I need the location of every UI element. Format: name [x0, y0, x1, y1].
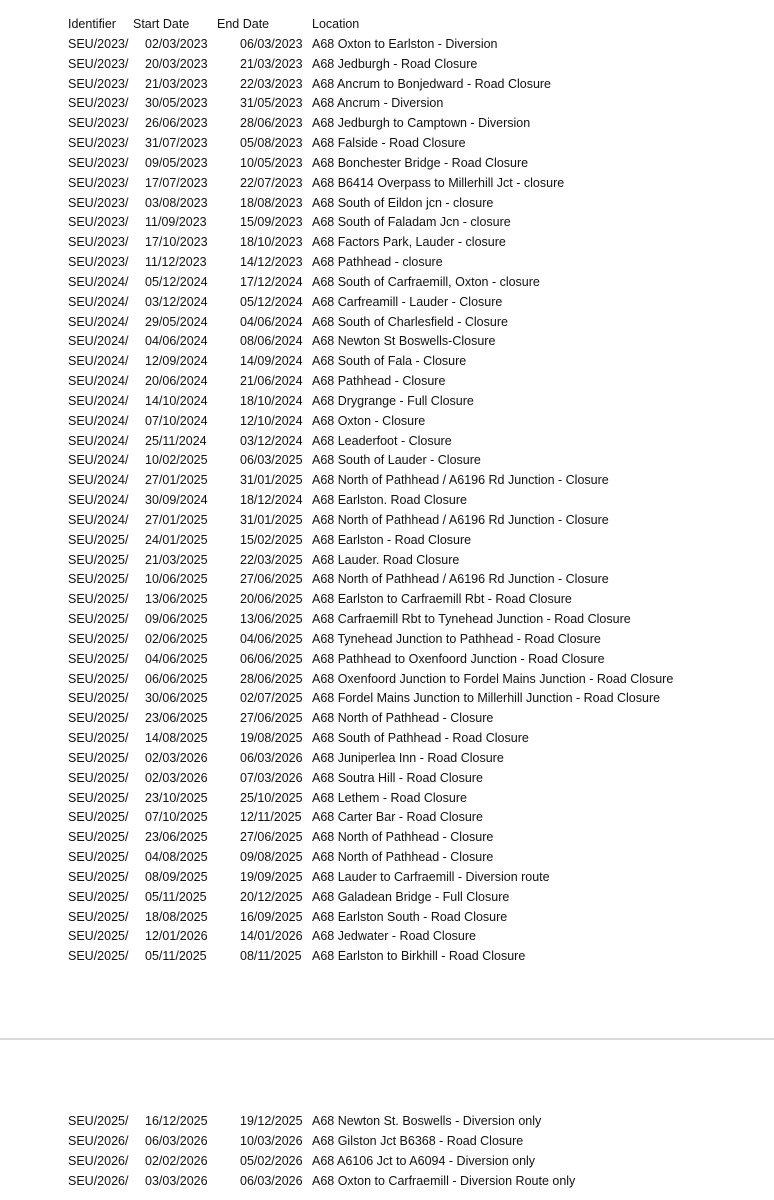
start-date-cell: 02/03/2023: [145, 37, 208, 51]
identifier-cell: SEU/2025/: [68, 830, 129, 845]
identifier-cell: SEU/2025/: [68, 651, 129, 666]
end-date-cell: 28/06/2023: [240, 116, 303, 131]
location-cell: A68 Leaderfoot - Closure: [312, 433, 452, 448]
end-date-cell: 31/05/2023: [240, 96, 303, 111]
location-cell: A68 Oxton to Carfraemill - Diversion Route only: [312, 1174, 576, 1188]
identifier-cell: SEU/2025/: [68, 929, 129, 944]
start-date-cell: 23/10/2025: [145, 790, 208, 805]
identifier-cell: SEU/2023/: [68, 255, 129, 270]
start-date-cell: 03/12/2024: [145, 294, 208, 309]
end-date-cell: 22/03/2023: [240, 76, 303, 91]
location-cell: A68 Pathhead to Oxenfoord Junction - Road Closure: [312, 651, 605, 666]
end-date-cell: 21/06/2024: [240, 374, 303, 389]
identifier-cell: SEU/2024/: [68, 354, 129, 369]
identifier-cell: SEU/2025/: [68, 1114, 129, 1128]
header-end-date: End Date: [217, 17, 270, 31]
location-cell: A68 Ancrum - Diversion: [312, 96, 444, 111]
identifier-cell: SEU/2025/: [68, 850, 129, 865]
location-cell: A68 Lauder to Carfraemill - Diversion route: [312, 869, 550, 884]
end-date-cell: 20/06/2025: [240, 592, 303, 607]
start-date-cell: 13/06/2025: [145, 592, 208, 607]
location-cell: A68 Ancrum to Bonjedward - Road Closure: [312, 76, 552, 91]
identifier-cell: SEU/2026/: [68, 1174, 129, 1188]
start-date-cell: 20/06/2024: [145, 374, 208, 389]
location-cell: A68 Earlston South - Road Closure: [312, 909, 508, 924]
identifier-cell: SEU/2024/: [68, 493, 129, 508]
identifier-cell: SEU/2023/: [68, 116, 129, 131]
identifier-cell: SEU/2023/: [68, 195, 129, 210]
location-cell: A68 Soutra Hill - Road Closure: [312, 770, 483, 785]
start-date-cell: 29/05/2024: [145, 314, 208, 329]
location-cell: A68 Carter Bar - Road Closure: [312, 810, 483, 825]
start-date-cell: 27/01/2025: [145, 473, 208, 488]
location-cell: A68 Gilston Jct B6368 - Road Closure: [312, 1134, 524, 1148]
identifier-cell: SEU/2025/: [68, 612, 129, 627]
start-date-cell: 02/02/2026: [145, 1154, 208, 1168]
start-date-cell: 04/06/2024: [145, 334, 208, 349]
location-cell: A68 Earlston. Road Closure: [312, 493, 467, 508]
identifier-cell: SEU/2024/: [68, 512, 129, 527]
location-cell: A68 North of Pathhead / A6196 Rd Junction - Closure: [312, 473, 609, 488]
location-cell: A68 Oxton to Earlston - Diversion: [312, 37, 498, 51]
start-date-cell: 02/03/2026: [145, 770, 208, 785]
location-cell: A68 Oxton - Closure: [312, 413, 426, 428]
end-date-cell: 27/06/2025: [240, 711, 303, 726]
end-date-cell: 27/06/2025: [240, 572, 303, 587]
identifier-cell: SEU/2026/: [68, 1154, 129, 1168]
end-date-cell: 06/03/2026: [240, 1174, 303, 1188]
start-date-cell: 02/06/2025: [145, 631, 208, 646]
location-cell: A68 B6414 Overpass to Millerhill Jct - closure: [312, 175, 565, 190]
end-date-cell: 10/05/2023: [240, 155, 303, 170]
end-date-cell: 15/09/2023: [240, 215, 303, 230]
end-date-cell: 06/03/2023: [240, 37, 303, 51]
end-date-cell: 06/03/2026: [240, 750, 303, 765]
start-date-cell: 23/06/2025: [145, 711, 208, 726]
start-date-cell: 17/07/2023: [145, 175, 208, 190]
start-date-cell: 04/06/2025: [145, 651, 208, 666]
location-cell: A68 Falside - Road Closure: [312, 136, 466, 151]
end-date-cell: 22/03/2025: [240, 552, 303, 567]
identifier-cell: SEU/2024/: [68, 413, 129, 428]
start-date-cell: 10/02/2025: [145, 453, 208, 468]
end-date-cell: 05/02/2026: [240, 1154, 303, 1168]
start-date-cell: 31/07/2023: [145, 136, 208, 151]
identifier-cell: SEU/2024/: [68, 274, 129, 289]
identifier-cell: SEU/2025/: [68, 909, 129, 924]
start-date-cell: 26/06/2023: [145, 116, 208, 131]
identifier-cell: SEU/2023/: [68, 155, 129, 170]
location-cell: A68 Jedwater - Road Closure: [312, 929, 476, 944]
start-date-cell: 05/11/2025: [145, 889, 207, 904]
identifier-cell: SEU/2025/: [68, 552, 129, 567]
end-date-cell: 14/01/2026: [240, 929, 303, 944]
end-date-cell: 08/11/2025: [240, 949, 302, 964]
identifier-cell: SEU/2023/: [68, 56, 129, 71]
location-cell: A68 Fordel Mains Junction to Millerhill Junction - Road Closure: [312, 691, 661, 706]
start-date-cell: 06/03/2026: [145, 1134, 208, 1148]
end-date-cell: 07/03/2026: [240, 770, 303, 785]
location-cell: A68 North of Pathhead - Closure: [312, 850, 494, 865]
location-cell: A68 Lauder. Road Closure: [312, 552, 460, 567]
start-date-cell: 05/11/2025: [145, 949, 207, 964]
identifier-cell: SEU/2024/: [68, 374, 129, 389]
end-date-cell: 14/12/2023: [240, 255, 303, 270]
end-date-cell: 15/02/2025: [240, 532, 303, 547]
end-date-cell: 31/01/2025: [240, 512, 303, 527]
end-date-cell: 25/10/2025: [240, 790, 303, 805]
location-cell: A68 Earlston - Road Closure: [312, 532, 472, 547]
end-date-cell: 05/12/2024: [240, 294, 303, 309]
identifier-cell: SEU/2024/: [68, 433, 129, 448]
location-cell: A68 Earlston to Carfraemill Rbt - Road Closure: [312, 592, 572, 607]
identifier-cell: SEU/2024/: [68, 334, 129, 349]
location-cell: A68 South of Fala - Closure: [312, 354, 467, 369]
identifier-cell: SEU/2025/: [68, 572, 129, 587]
start-date-cell: 12/01/2026: [145, 929, 208, 944]
start-date-cell: 03/08/2023: [145, 195, 208, 210]
header-start-date: Start Date: [133, 17, 190, 31]
end-date-cell: 04/06/2024: [240, 314, 303, 329]
identifier-cell: SEU/2025/: [68, 671, 129, 686]
location-cell: A68 South of Eildon jcn - closure: [312, 195, 494, 210]
end-date-cell: 13/06/2025: [240, 612, 303, 627]
identifier-cell: SEU/2025/: [68, 790, 129, 805]
identifier-cell: SEU/2025/: [68, 631, 129, 646]
end-date-cell: 02/07/2025: [240, 691, 303, 706]
start-date-cell: 09/06/2025: [145, 612, 208, 627]
location-cell: A68 South of Faladam Jcn - closure: [312, 215, 511, 230]
location-cell: A68 Newton St. Boswells - Diversion only: [312, 1114, 542, 1128]
start-date-cell: 08/09/2025: [145, 869, 208, 884]
start-date-cell: 09/05/2023: [145, 155, 208, 170]
start-date-cell: 11/12/2023: [145, 255, 207, 270]
start-date-cell: 21/03/2023: [145, 76, 208, 91]
identifier-cell: SEU/2025/: [68, 532, 129, 547]
start-date-cell: 25/11/2024: [145, 433, 207, 448]
location-cell: A68 North of Pathhead - Closure: [312, 830, 494, 845]
identifier-cell: SEU/2025/: [68, 949, 129, 964]
end-date-cell: 31/01/2025: [240, 473, 303, 488]
location-cell: A68 Carfreamill - Lauder - Closure: [312, 294, 503, 309]
identifier-cell: SEU/2024/: [68, 294, 129, 309]
start-date-cell: 27/01/2025: [145, 512, 208, 527]
end-date-cell: 19/12/2025: [240, 1114, 303, 1128]
end-date-cell: 28/06/2025: [240, 671, 303, 686]
identifier-cell: SEU/2023/: [68, 215, 129, 230]
identifier-cell: SEU/2025/: [68, 711, 129, 726]
end-date-cell: 20/12/2025: [240, 889, 303, 904]
location-cell: A68 South of Carfraemill, Oxton - closure: [312, 274, 540, 289]
end-date-cell: 05/08/2023: [240, 136, 303, 151]
identifier-cell: SEU/2023/: [68, 136, 129, 151]
start-date-cell: 17/10/2023: [145, 235, 208, 250]
location-cell: A68 Pathhead - closure: [312, 255, 443, 270]
location-cell: A68 Lethem - Road Closure: [312, 790, 467, 805]
start-date-cell: 30/06/2025: [145, 691, 208, 706]
identifier-cell: SEU/2026/: [68, 1134, 129, 1148]
start-date-cell: 07/10/2024: [145, 413, 208, 428]
start-date-cell: 16/12/2025: [145, 1114, 208, 1128]
end-date-cell: 16/09/2025: [240, 909, 303, 924]
start-date-cell: 14/08/2025: [145, 731, 208, 746]
identifier-cell: SEU/2023/: [68, 235, 129, 250]
end-date-cell: 12/10/2024: [240, 413, 303, 428]
end-date-cell: 18/08/2023: [240, 195, 303, 210]
identifier-cell: SEU/2024/: [68, 473, 129, 488]
location-cell: A68 North of Pathhead / A6196 Rd Junction - Closure: [312, 572, 609, 587]
location-cell: A68 Tynehead Junction to Pathhead - Road Closure: [312, 631, 601, 646]
identifier-cell: SEU/2023/: [68, 37, 129, 51]
end-date-cell: 03/12/2024: [240, 433, 303, 448]
start-date-cell: 06/06/2025: [145, 671, 208, 686]
section-divider: [0, 1038, 774, 1040]
end-date-cell: 18/10/2023: [240, 235, 303, 250]
end-date-cell: 04/06/2025: [240, 631, 303, 646]
location-cell: A68 Newton St Boswells-Closure: [312, 334, 496, 349]
start-date-cell: 04/08/2025: [145, 850, 208, 865]
end-date-cell: 18/10/2024: [240, 393, 303, 408]
location-cell: A68 Jedburgh - Road Closure: [312, 56, 478, 71]
start-date-cell: 21/03/2025: [145, 552, 208, 567]
identifier-cell: SEU/2025/: [68, 750, 129, 765]
end-date-cell: 17/12/2024: [240, 274, 303, 289]
location-cell: A68 Carfraemill Rbt to Tynehead Junction - Road Closure: [312, 612, 631, 627]
start-date-cell: 03/03/2026: [145, 1174, 208, 1188]
identifier-cell: SEU/2023/: [68, 96, 129, 111]
end-date-cell: 18/12/2024: [240, 493, 303, 508]
start-date-cell: 10/06/2025: [145, 572, 208, 587]
header-identifier: Identifier: [68, 17, 116, 31]
start-date-cell: 23/06/2025: [145, 830, 208, 845]
location-cell: A68 South of Lauder - Closure: [312, 453, 481, 468]
start-date-cell: 18/08/2025: [145, 909, 208, 924]
identifier-cell: SEU/2025/: [68, 869, 129, 884]
identifier-cell: SEU/2023/: [68, 76, 129, 91]
start-date-cell: 30/05/2023: [145, 96, 208, 111]
end-date-cell: 09/08/2025: [240, 850, 303, 865]
end-date-cell: 14/09/2024: [240, 354, 303, 369]
location-cell: A68 Drygrange - Full Closure: [312, 393, 474, 408]
identifier-cell: SEU/2025/: [68, 810, 129, 825]
start-date-cell: 02/03/2026: [145, 750, 208, 765]
identifier-cell: SEU/2024/: [68, 453, 129, 468]
location-cell: A68 Galadean Bridge - Full Closure: [312, 889, 510, 904]
end-date-cell: 06/06/2025: [240, 651, 303, 666]
location-cell: A68 Oxenfoord Junction to Fordel Mains Junction - Road Closure: [312, 671, 674, 686]
identifier-cell: SEU/2025/: [68, 592, 129, 607]
end-date-cell: 19/09/2025: [240, 869, 303, 884]
location-cell: A68 South of Charlesfield - Closure: [312, 314, 508, 329]
location-cell: A68 North of Pathhead / A6196 Rd Junction - Closure: [312, 512, 609, 527]
start-date-cell: 24/01/2025: [145, 532, 208, 547]
location-cell: A68 North of Pathhead - Closure: [312, 711, 494, 726]
start-date-cell: 20/03/2023: [145, 56, 208, 71]
start-date-cell: 05/12/2024: [145, 274, 208, 289]
header-location: Location: [312, 17, 360, 31]
identifier-cell: SEU/2025/: [68, 889, 129, 904]
end-date-cell: 10/03/2026: [240, 1134, 303, 1148]
location-cell: A68 Factors Park, Lauder - closure: [312, 235, 506, 250]
location-cell: A68 Bonchester Bridge - Road Closure: [312, 155, 529, 170]
location-cell: A68 Juniperlea Inn - Road Closure: [312, 750, 504, 765]
identifier-cell: SEU/2025/: [68, 691, 129, 706]
end-date-cell: 27/06/2025: [240, 830, 303, 845]
end-date-cell: 19/08/2025: [240, 731, 303, 746]
start-date-cell: 12/09/2024: [145, 354, 208, 369]
identifier-cell: SEU/2025/: [68, 770, 129, 785]
end-date-cell: 21/03/2023: [240, 56, 303, 71]
location-cell: A68 Earlston to Birkhill - Road Closure: [312, 949, 526, 964]
start-date-cell: 11/09/2023: [145, 215, 207, 230]
location-cell: A68 Jedburgh to Camptown - Diversion: [312, 116, 531, 131]
identifier-cell: SEU/2025/: [68, 731, 129, 746]
end-date-cell: 22/07/2023: [240, 175, 303, 190]
end-date-cell: 08/06/2024: [240, 334, 303, 349]
end-date-cell: 06/03/2025: [240, 453, 303, 468]
identifier-cell: SEU/2023/: [68, 175, 129, 190]
location-cell: A68 Pathhead - Closure: [312, 374, 446, 389]
start-date-cell: 14/10/2024: [145, 393, 208, 408]
start-date-cell: 30/09/2024: [145, 493, 208, 508]
start-date-cell: 07/10/2025: [145, 810, 208, 825]
location-cell: A68 South of Pathhead - Road Closure: [312, 731, 529, 746]
location-cell: A68 A6106 Jct to A6094 - Diversion only: [312, 1154, 536, 1168]
identifier-cell: SEU/2024/: [68, 393, 129, 408]
end-date-cell: 12/11/2025: [240, 810, 302, 825]
identifier-cell: SEU/2024/: [68, 314, 129, 329]
